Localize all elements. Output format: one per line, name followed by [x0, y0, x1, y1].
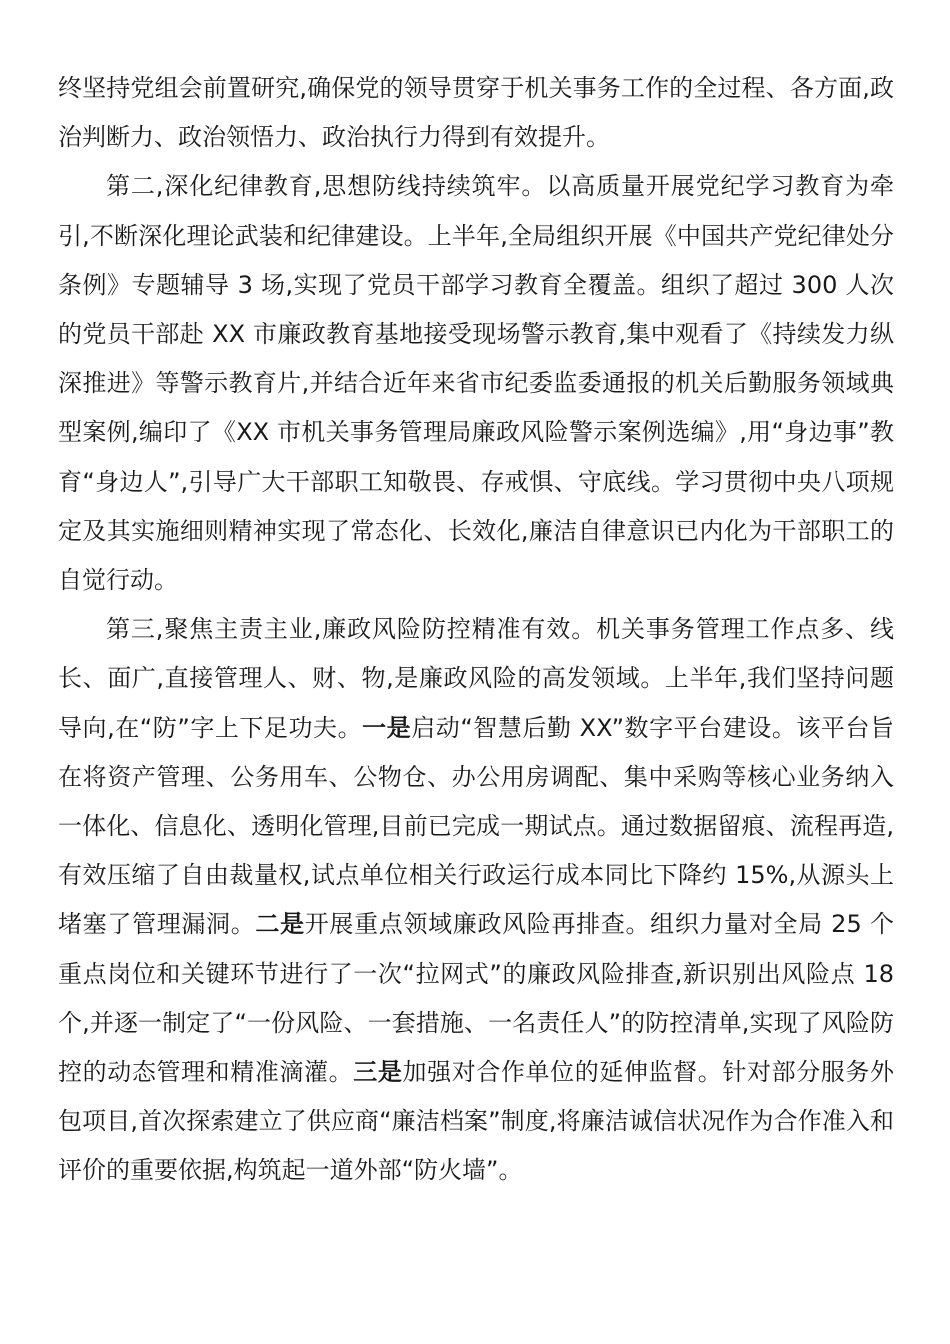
- paragraph-text: 终坚持党组会前置研究,确保党的领导贯穿于机关事务工作的全过程、各方面,政治判断力、政治领悟力、政治执行力得到有效提升。: [58, 74, 894, 152]
- paragraph-continuation: [58, 64, 894, 162]
- paragraph-risk-prevention: [58, 605, 894, 1195]
- bold-marker-third: 三是: [353, 1058, 403, 1087]
- paragraph-text: 加强对合作单位的延伸监督。针对部分服务外包项目,首次探索建立了供应商“廉洁档案”制度,将廉洁诚信状况作为合作准入和评价的重要依据,构筑起一道外部“防火墙”。: [58, 1058, 895, 1185]
- document-body: [58, 64, 894, 1196]
- bold-marker-second: 二是: [255, 910, 305, 939]
- paragraph-text: 第三,聚焦主责主业,廉政风险防控精准有效。机关事务管理工作点多、线长、面广,直接管理人、财、物,是廉政风险的高发领域。上半年,我们坚持问题导向,在“防”字上下足功夫。: [58, 615, 894, 742]
- paragraph-text: 开展重点领域廉政风险再排查。组织力量对全局 25 个重点岗位和关键环节进行了一次“拉网式”的廉政风险排查,新识别出风险点 18 个,并逐一制定了“一份风险、一套措施、一名责任人”的防控清单,实现了风险防控的动态管理和精准滴灌。: [58, 910, 895, 1087]
- paragraph-text: 第二,深化纪律教育,思想防线持续筑牢。以高质量开展党纪学习教育为牵引,不断深化理论武装和纪律建设。上半年,全局组织开展《中国共产党纪律处分条例》专题辅导 3 场,实现了党员干部学习教育全覆盖。组织了超过 300 人次的党员干部赴 XX 市廉政教育基地接受现场警示教育,集中观看了《持续发力纵深推进》等警示教育片,并结合近年来省市纪委监委通报的机关后勤服务领域典型案例,编印了《XX 市机关事务管理局廉政风险警示案例选编》,用“身边事”教育“身边人”,引导广大干部职工知敬畏、存戒惧、守底线。学习贯彻中央八项规定及其实施细则精神实现了常态化、长效化,廉洁自律意识已内化为干部职工的自觉行动。: [58, 172, 894, 595]
- bold-marker-first: 一是: [362, 713, 412, 742]
- paragraph-discipline-education: [58, 162, 894, 605]
- paragraph-text: 启动“智慧后勤 XX”数字平台建设。该平台旨在将资产管理、公务用车、公物仓、办公用房调配、集中采购等核心业务纳入一体化、信息化、透明化管理,目前已完成一期试点。通过数据留痕、流程再造,有效压缩了自由裁量权,试点单位相关行政运行成本同比下降约 15%,从源头上堵塞了管理漏洞。: [58, 713, 895, 939]
